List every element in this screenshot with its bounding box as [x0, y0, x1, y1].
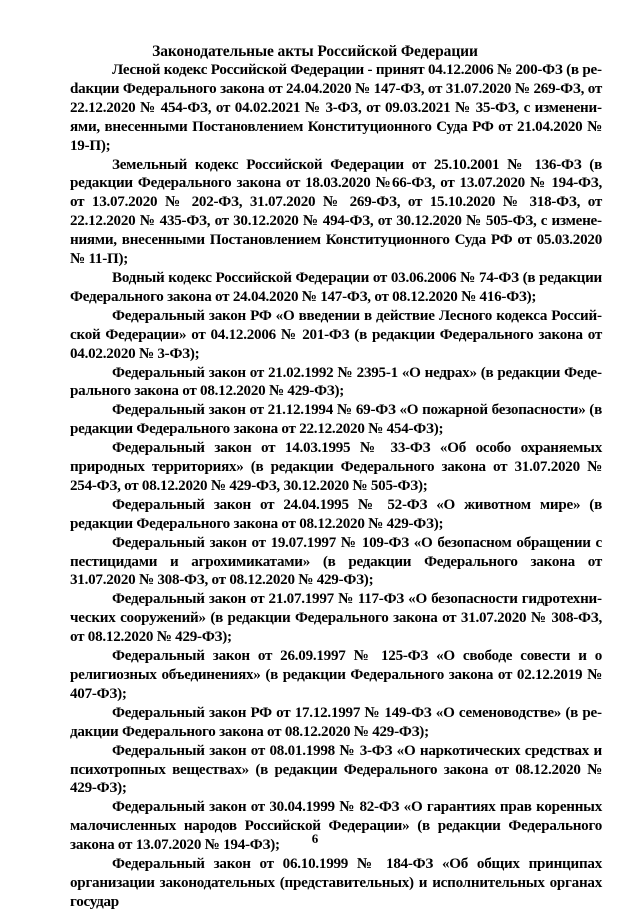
- page-number: 6: [311, 831, 319, 846]
- paragraph-subsoil-law: Федеральный закон от 21.02.1992 № 2395-1 «О недрах» (в редакции Федерального закона от 08.12.2020 № 429-ФЗ);: [70, 364, 602, 400]
- paragraph-government-principles-law: Федеральный закон от 06.10.1999 № 184-ФЗ «Об общих принципах организации законодательных (представительных) и исполнительных органах государ: [70, 856, 602, 910]
- paragraph-land-code: Земельный кодекс Российской Федерации от 25.10.2001 № 136-ФЗ (в редакции Федерального закона от 18.03.2020 №66-ФЗ, от 13.07.2020 № 194-ФЗ, от 13.07.2020 № 202-ФЗ, 31.07.2020 № 269-ФЗ, от 15.10.2020 № 318-ФЗ, от 22.12.2020 № 435-ФЗ, от 30.12.2020 № 494-ФЗ, от 30.12.2020 № 505-ФЗ, с изменениями, внесенными Постановлением Конституционного Суда РФ от 05.03.2020 № 11-П);: [70, 156, 602, 268]
- body-text: [70, 61, 602, 912]
- paragraph-water-code: Водный кодекс Российской Федерации от 03.06.2006 № 74-ФЗ (в редакции Федерального закона от 24.04.2020 № 147-ФЗ, от 08.12.2020 № 416-ФЗ);: [70, 269, 602, 305]
- paragraph-narcotics-law: Федеральный закон от 08.01.1998 № 3-ФЗ «О наркотических средствах и психотропных веществах» (в редакции Федерального закона от 08.12.2020 № 429-ФЗ);: [70, 742, 602, 797]
- paragraph-religion-law: Федеральный закон от 26.09.1997 № 125-ФЗ «О свободе совести и о религиозных объединениях» (в редакции Федерального закона от 02.12.2019 № 407-ФЗ);: [70, 648, 602, 702]
- paragraph-indigenous-rights-law: Федеральный закон от 30.04.1999 № 82-ФЗ «О гарантиях прав коренных малочисленных народов Российской Федерации» (в редакции Федерального закона от 13.07.2020 № 194-ФЗ);: [70, 799, 602, 854]
- paragraph-fire-safety-law: Федеральный закон от 21.12.1994 № 69-ФЗ «О пожарной безопасности» (в редакции Федерального закона от 22.12.2020 № 454-ФЗ);: [70, 402, 602, 438]
- paragraph-seed-law: Федеральный закон РФ от 17.12.1997 № 149-ФЗ «О семеноводстве» (в редакции Федерального закона от 08.12.2020 № 429-ФЗ);: [70, 704, 602, 740]
- paragraph-forest-code-enactment-law: Федеральный закон РФ «О введении в действие Лесного кодекса Российской Федерации» от 04.12.2006 № 201-ФЗ (в редакции Федерального закона от 04.02.2020 № 3-ФЗ);: [70, 307, 602, 362]
- paragraph-protected-areas-law: Федеральный закон от 14.03.1995 № 33-ФЗ «Об особо охраняемых природных территориях» (в редакции Федерального закона от 31.07.2020 № 254-ФЗ, от 08.12.2020 № 429-ФЗ, 30.12.2020 № 505-ФЗ);: [70, 440, 602, 494]
- page-title: Законодательные акты Российской Федерации: [152, 43, 478, 60]
- paragraph-pesticides-law: Федеральный закон от 19.07.1997 № 109-ФЗ «О безопасном обращении с пестицидами и агрохимикатами» (в редакции Федерального закона от 31.07.2020 № 308-ФЗ, от 08.12.2020 № 429-ФЗ);: [70, 534, 602, 589]
- paragraph-forest-code: Лесной кодекс Российской Федерации - принят 04.12.2006 № 200-ФЗ (в реdакции Федерального закона от 24.04.2020 № 147-ФЗ, от 31.07.2020 № 269-ФЗ, от 22.12.2020 № 454-ФЗ, от 04.02.2021 № 3-ФЗ, от 09.03.2021 № 35-ФЗ, с изменениями, внесенными Постановлением Конституционного Суда РФ от 21.04.2020 № 19-П);: [70, 62, 602, 154]
- paragraph-hydraulic-structures-law: Федеральный закон от 21.07.1997 № 117-ФЗ «О безопасности гидротехнических сооружений» (в редакции Федерального закона от 31.07.2020 № 308-ФЗ, от 08.12.2020 № 429-ФЗ);: [70, 591, 602, 646]
- paragraph-wildlife-law: Федеральный закон от 24.04.1995 № 52-ФЗ «О животном мире» (в редакции Федерального закона от 08.12.2020 № 429-ФЗ);: [70, 496, 602, 532]
